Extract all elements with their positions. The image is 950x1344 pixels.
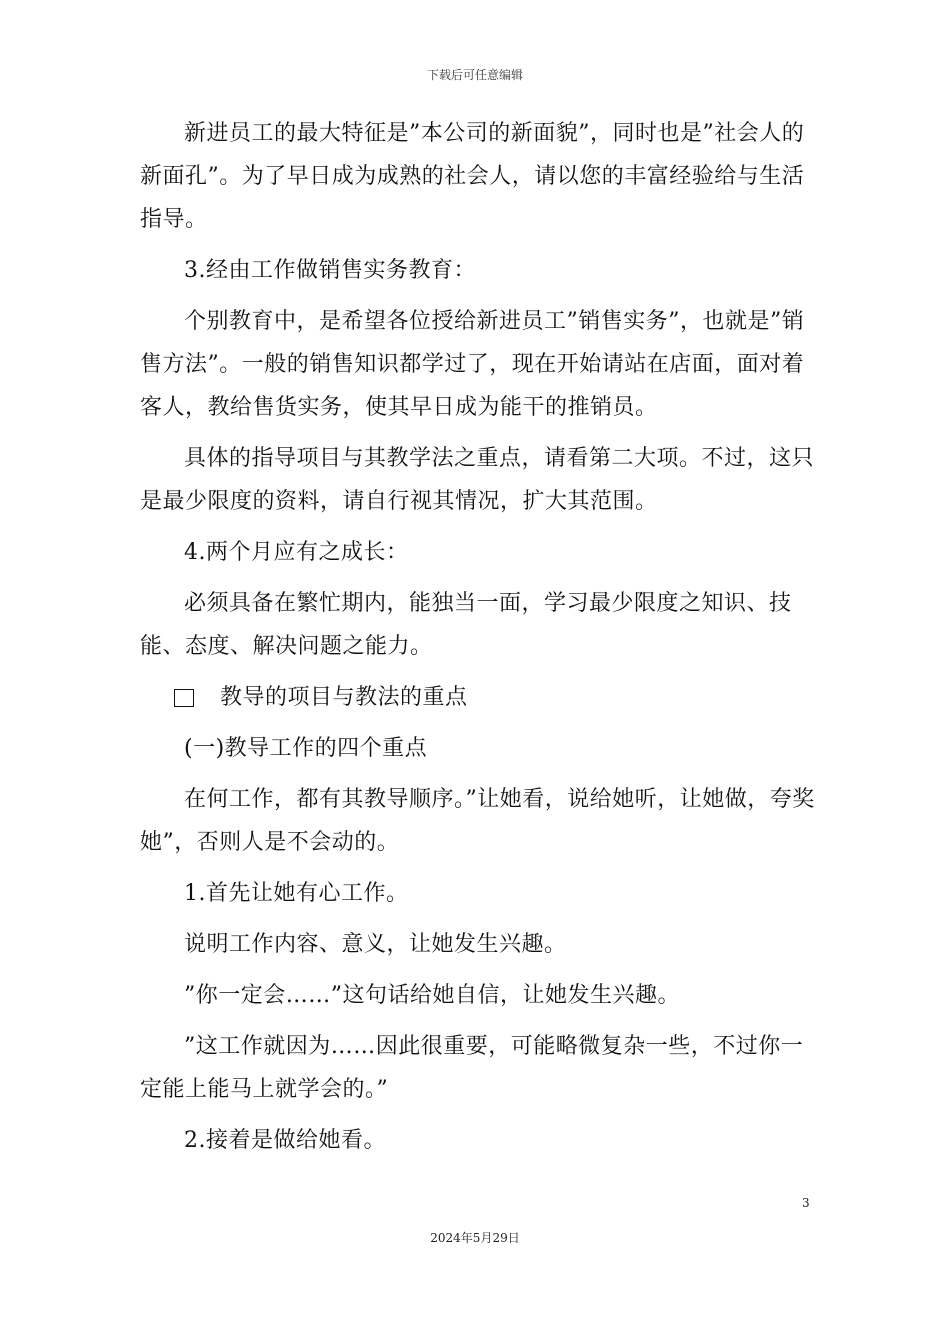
page-footer-date: 2024年5月29日 [430,1231,520,1245]
paragraph: (一)教导工作的四个重点 [184,736,428,761]
paragraph: 新进员工的最大特征是”本公司的新面貌”，同时也是”社会人的新面孔”。为了早日成为成熟的社会人，请以您的丰富经验给与生活指导。 [140,121,805,232]
paragraph: 必须具备在繁忙期内，能独当一面，学习最少限度之知识、技能、态度、解决问题之能力。 [140,591,792,659]
paragraph: 说明工作内容、意义，让她发生兴趣。 [184,932,567,957]
section-heading [140,676,820,719]
paragraph: 3.经由工作做销售实务教育： [184,258,476,283]
document-body [140,112,820,1170]
checkbox-icon [174,689,194,707]
paragraph: 2.接着是做给她看。 [184,1128,386,1153]
page-number: 3 [802,1196,810,1210]
paragraph: ”这工作就因为……因此很重要，可能略微复杂一些，不过你一定能上能马上就学会的。” [140,1034,804,1102]
paragraph: 1.首先让她有心工作。 [184,881,409,906]
section-heading-text: 教导的项目与教法的重点 [220,685,468,710]
page-header: 下载后可任意编辑 [426,68,523,82]
paragraph: 4.两个月应有之成长： [184,540,409,565]
paragraph: ”你一定会……”这句话给她自信，让她发生兴趣。 [184,983,680,1008]
paragraph: 个别教育中，是希望各位授给新进员工”销售实务”，也就是”销售方法”。一般的销售知识都学过了，现在开始请站在店面，面对着客人，教给售货实务，使其早日成为能干的推销员。 [140,309,805,420]
paragraph: 具体的指导项目与其教学法之重点，请看第二大项。不过，这只是最少限度的资料，请自行视其情况，扩大其范围。 [140,446,815,514]
paragraph: 在何工作，都有其教导顺序。”让她看，说给她听，让她做，夸奖她”，否则人是不会动的。 [140,787,815,855]
